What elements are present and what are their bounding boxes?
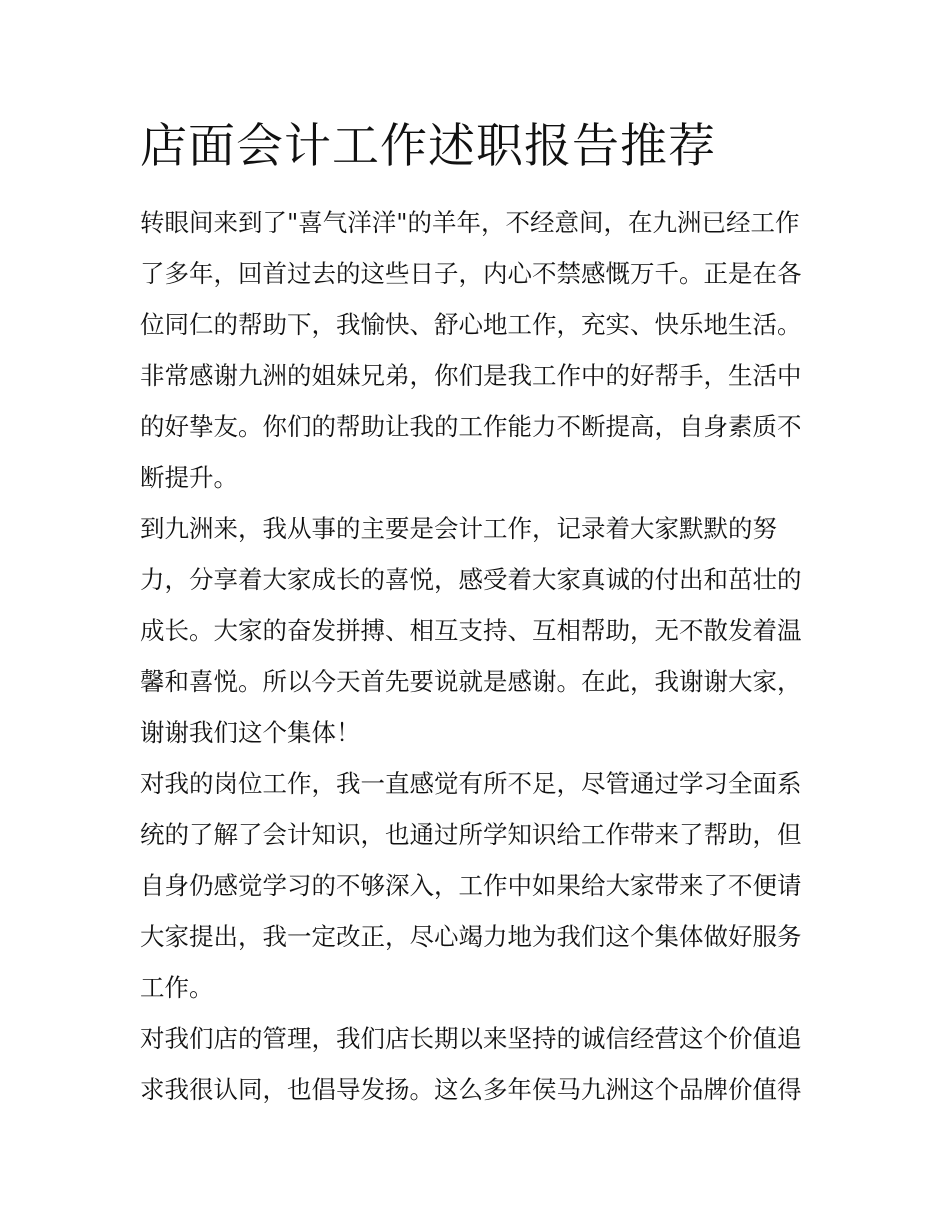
text-line: 谢谢我们这个集体！ xyxy=(140,718,361,747)
document-body xyxy=(140,197,830,1115)
text-line: 力，分享着大家成长的喜悦，感受着大家真诚的付出和茁壮的 xyxy=(140,565,802,594)
document-title: 店面会计工作述职报告推荐 xyxy=(140,119,716,174)
paragraph-2 xyxy=(140,503,830,758)
paragraph-4 xyxy=(140,1013,830,1115)
text-line: 工作。 xyxy=(140,973,214,1002)
text-line: 非常感谢九洲的姐妹兄弟，你们是我工作中的好帮手，生活中 xyxy=(140,361,802,390)
text-line: 对我们店的管理，我们店长期以来坚持的诚信经营这个价值追 xyxy=(140,1024,802,1053)
text-line: 的好挚友。你们的帮助让我的工作能力不断提高，自身素质不 xyxy=(140,412,802,441)
text-line: 求我很认同，也倡导发扬。这么多年侯马九洲这个品牌价值得 xyxy=(140,1075,802,1104)
text-line: 自身仍感觉学习的不够深入，工作中如果给大家带来了不便请 xyxy=(140,871,802,900)
paragraph-1 xyxy=(140,197,830,503)
text-line: 馨和喜悦。所以今天首先要说就是感谢。在此，我谢谢大家， xyxy=(140,667,802,696)
text-line: 转眼间来到了"喜气洋洋"的羊年，不经意间，在九洲已经工作 xyxy=(140,208,800,237)
text-line: 到九洲来，我从事的主要是会计工作，记录着大家默默的努 xyxy=(140,514,777,543)
text-line: 统的了解了会计知识，也通过所学知识给工作带来了帮助，但 xyxy=(140,820,802,849)
text-line: 断提升。 xyxy=(140,463,238,492)
paragraph-3 xyxy=(140,758,830,1013)
text-line: 大家提出，我一定改正，尽心竭力地为我们这个集体做好服务 xyxy=(140,922,802,951)
text-line: 成长。大家的奋发拼搏、相互支持、互相帮助，无不散发着温 xyxy=(140,616,802,645)
text-line: 对我的岗位工作，我一直感觉有所不足，尽管通过学习全面系 xyxy=(140,769,802,798)
text-line: 了多年，回首过去的这些日子，内心不禁感慨万千。正是在各 xyxy=(140,259,802,288)
text-line: 位同仁的帮助下，我愉快、舒心地工作，充实、快乐地生活。 xyxy=(140,310,802,339)
